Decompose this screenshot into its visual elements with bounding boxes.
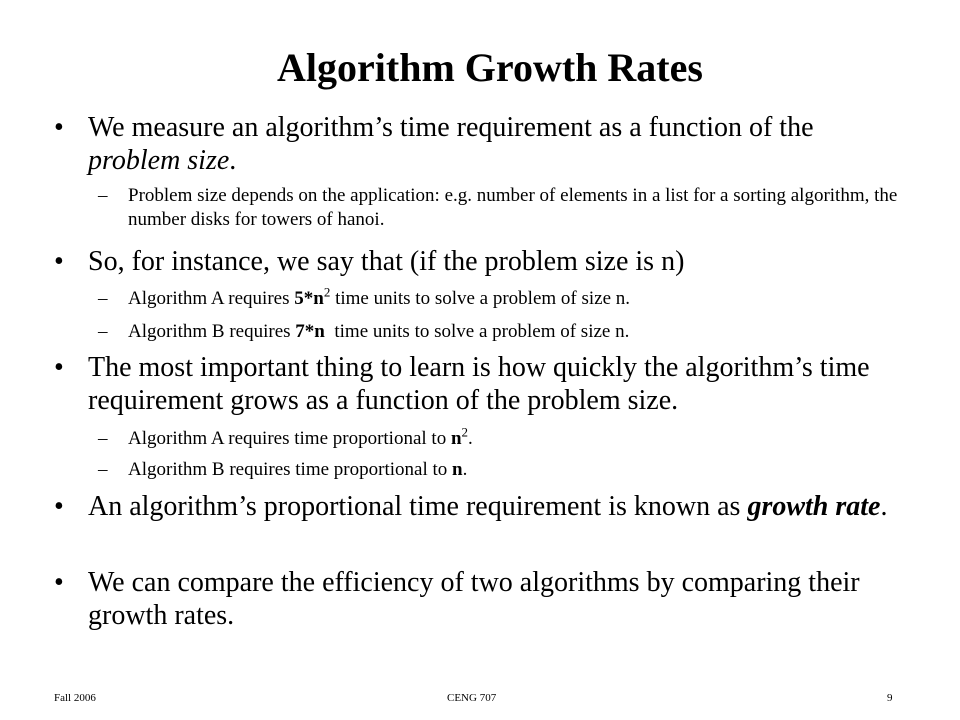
bullet-text-part: . — [229, 145, 237, 176]
bullet-marker: • — [54, 491, 64, 522]
text-part: . — [462, 459, 468, 480]
sub-bullet-marker: – — [98, 288, 108, 309]
sub-bullet-marker: – — [98, 185, 108, 206]
bullet-text: So, for instance, we say that (if the problem size is n) — [88, 246, 685, 277]
formula-text: 7*n — [295, 321, 325, 342]
bullet-text — [88, 111, 908, 177]
bullet-marker: • — [54, 352, 64, 383]
bullet-text-part: . — [880, 491, 888, 522]
text-part: Algorithm B requires — [128, 321, 296, 342]
formula-text: n — [452, 459, 463, 480]
sub-bullet-text: Problem size depends on the application: e.g. number of elements in a list for a sorting algorithm, the number disks for towers of hanoi. — [128, 185, 898, 230]
text-part: Algorithm A requires time proportional to — [128, 428, 451, 449]
slide-number: 9 — [887, 692, 893, 704]
bullet-marker: • — [54, 112, 64, 143]
bullet-text-part: An algorithm’s proportional time requirement is known as — [88, 491, 748, 522]
text-part: Algorithm B requires time proportional to — [128, 459, 453, 480]
superscript: 2 — [323, 284, 331, 300]
sub-bullet-text — [128, 458, 898, 482]
sub-bullet-marker: – — [98, 428, 108, 449]
sub-bullet-marker: – — [98, 459, 108, 480]
sub-bullet-marker: – — [98, 321, 108, 342]
formula-text: 5*n — [294, 288, 324, 309]
sub-bullet-text — [128, 284, 898, 311]
formula-text: n — [450, 428, 462, 449]
text-part: Algorithm A requires — [128, 288, 295, 309]
emphasis-text: growth rate — [747, 491, 881, 522]
superscript: 2 — [461, 424, 469, 440]
bullet-text: The most important thing to learn is how quickly the algorithm’s time requirement grows as a function of the problem size. — [88, 352, 870, 416]
bullet-text — [88, 490, 908, 523]
sub-bullet-text — [128, 424, 898, 451]
emphasis-text: problem size — [88, 145, 230, 176]
bullet-text: We can compare the efficiency of two algorithms by comparing their growth rates. — [88, 567, 860, 631]
sub-bullet-text — [128, 320, 898, 344]
footer-date: Fall 2006 — [54, 692, 96, 704]
text-part: time units to solve a problem of size n. — [324, 321, 630, 342]
bullet-marker: • — [54, 246, 64, 277]
bullet-text-part: We measure an algorithm’s time requirement as a function of the — [88, 112, 814, 143]
text-part: time units to solve a problem of size n. — [330, 288, 631, 309]
footer-course: CENG 707 — [447, 692, 497, 704]
text-part: . — [468, 428, 473, 449]
slide-title: Algorithm Growth Rates — [277, 45, 703, 90]
bullet-marker: • — [54, 567, 64, 598]
